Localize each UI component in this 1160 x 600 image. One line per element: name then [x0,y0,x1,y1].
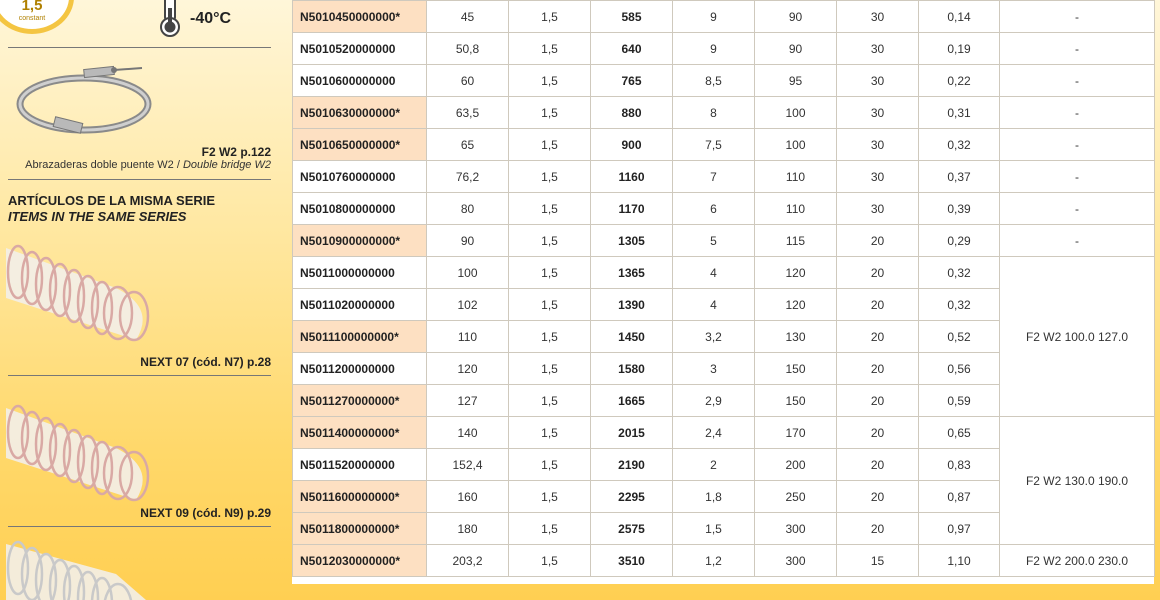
clamp-reference: F2 W2 p.122 [201,145,271,159]
related-item-link[interactable]: NEXT 09 (cód. N9) p.29 [140,506,271,520]
table-cell: 15 [837,545,919,577]
product-code-cell: N5011800000000* [293,513,427,545]
table-cell: 150 [755,385,837,417]
thickness-badge [0,0,74,34]
table-cell: 30 [837,193,919,225]
table-cell: 0,19 [919,33,1000,65]
table-cell: 3 [673,353,755,385]
table-cell: 2015 [591,417,673,449]
table-cell: 20 [837,417,919,449]
table-cell: 2295 [591,481,673,513]
product-table-container [292,0,1154,584]
table-cell: 180 [427,513,509,545]
table-cell: 1390 [591,289,673,321]
divider [8,375,271,376]
table-cell: 2,9 [673,385,755,417]
product-code-cell: N5011600000000* [293,481,427,513]
table-cell: 102 [427,289,509,321]
product-code-cell: N5011270000000* [293,385,427,417]
same-series-heading-es: ARTÍCULOS DE LA MISMA SERIE [8,193,216,208]
table-cell: 8 [673,97,755,129]
table-cell: 1,5 [509,65,591,97]
product-table [292,0,1155,577]
table-cell: 30 [837,97,919,129]
table-row [293,65,1155,97]
table-cell: 100 [427,257,509,289]
divider [8,526,271,527]
related-item-link[interactable]: NEXT 07 (cód. N7) p.28 [140,355,271,369]
table-cell: 0,39 [919,193,1000,225]
table-cell: 300 [755,513,837,545]
table-cell: 20 [837,385,919,417]
table-cell: 3510 [591,545,673,577]
table-cell: 1,5 [673,513,755,545]
table-cell: 8,5 [673,65,755,97]
table-cell: 45 [427,1,509,33]
table-cell: 1305 [591,225,673,257]
table-cell: 110 [755,193,837,225]
thermometer-icon [156,0,186,38]
table-cell: 127 [427,385,509,417]
divider [8,47,271,48]
table-cell: 1,5 [509,97,591,129]
table-row [293,33,1155,65]
table-cell: 0,14 [919,1,1000,33]
table-cell: 20 [837,225,919,257]
table-cell: 1,5 [509,449,591,481]
same-series-heading-en: ITEMS IN THE SAME SERIES [8,209,187,224]
clamp-reference-cell: - [1000,129,1155,161]
product-code-cell: N5010450000000* [293,1,427,33]
table-cell: 30 [837,129,919,161]
table-cell: 95 [755,65,837,97]
table-cell: 30 [837,33,919,65]
table-cell: 585 [591,1,673,33]
table-cell: 300 [755,545,837,577]
table-cell: 1160 [591,161,673,193]
table-row [293,257,1155,289]
clamp-image [14,56,154,146]
table-cell: 60 [427,65,509,97]
table-cell: 63,5 [427,97,509,129]
table-cell: 1,5 [509,161,591,193]
table-row [293,97,1155,129]
table-cell: 90 [755,33,837,65]
table-cell: 170 [755,417,837,449]
table-cell: 100 [755,129,837,161]
product-code-cell: N5011020000000 [293,289,427,321]
table-cell: 130 [755,321,837,353]
table-cell: 90 [427,225,509,257]
table-cell: 1,5 [509,513,591,545]
table-row [293,225,1155,257]
table-cell: 1,5 [509,321,591,353]
divider [8,179,271,180]
clamp-reference-cell: F2 W2 200.0 230.0 [1000,545,1155,577]
table-cell: 115 [755,225,837,257]
clamp-reference-cell: - [1000,161,1155,193]
temperature-label: -40°C [190,10,232,27]
table-cell: 1,5 [509,417,591,449]
table-cell: 1,8 [673,481,755,513]
badge-value: 1,5 [21,0,43,14]
table-cell: 0,32 [919,289,1000,321]
clamp-reference-cell: F2 W2 130.0 190.0 [1000,417,1155,545]
table-cell: 0,56 [919,353,1000,385]
table-cell: 1,5 [509,129,591,161]
table-row [293,1,1155,33]
product-code-cell: N5010650000000* [293,129,427,161]
table-cell: 30 [837,65,919,97]
product-code-cell: N5010800000000 [293,193,427,225]
table-cell: 2575 [591,513,673,545]
table-cell: 4 [673,257,755,289]
table-cell: 0,32 [919,257,1000,289]
table-cell: 1,5 [509,481,591,513]
clamp-reference-cell: - [1000,97,1155,129]
clamp-reference-cell: - [1000,33,1155,65]
clamp-reference-cell: - [1000,193,1155,225]
table-cell: 30 [837,161,919,193]
table-cell: 203,2 [427,545,509,577]
table-cell: 20 [837,289,919,321]
table-cell: 3,2 [673,321,755,353]
table-cell: 7 [673,161,755,193]
same-series-heading [8,193,215,225]
table-cell: 20 [837,449,919,481]
product-table-body [293,1,1155,577]
table-row [293,129,1155,161]
product-code-cell: N5011100000000* [293,321,427,353]
table-cell: 90 [755,1,837,33]
table-cell: 200 [755,449,837,481]
table-cell: 20 [837,257,919,289]
table-cell: 120 [755,289,837,321]
clamp-description-en: Double bridge W2 [182,159,271,171]
table-cell: 0,37 [919,161,1000,193]
table-cell: 20 [837,353,919,385]
table-cell: 20 [837,321,919,353]
table-cell: 1,2 [673,545,755,577]
table-cell: 20 [837,481,919,513]
sidebar [0,0,278,600]
table-cell: 640 [591,33,673,65]
table-cell: 1,5 [509,1,591,33]
table-cell: 0,97 [919,513,1000,545]
badge-caption: constant [18,15,46,22]
hose-image [6,228,156,346]
table-cell: 0,52 [919,321,1000,353]
table-cell: 1,5 [509,193,591,225]
table-cell: 2 [673,449,755,481]
table-cell: 1,5 [509,289,591,321]
table-cell: 0,29 [919,225,1000,257]
table-cell: 900 [591,129,673,161]
clamp-description [0,159,271,171]
product-code-cell: N5010600000000 [293,65,427,97]
clamp-reference-cell: - [1000,65,1155,97]
product-code-cell: N5010900000000* [293,225,427,257]
product-code-cell: N5011520000000 [293,449,427,481]
table-cell: 0,32 [919,129,1000,161]
table-cell: 0,87 [919,481,1000,513]
table-cell: 120 [755,257,837,289]
table-cell: 80 [427,193,509,225]
table-cell: 250 [755,481,837,513]
table-cell: 6 [673,193,755,225]
product-code-cell: N5011000000000 [293,257,427,289]
table-row [293,193,1155,225]
table-cell: 110 [427,321,509,353]
product-code-cell: N5010520000000 [293,33,427,65]
table-cell: 9 [673,33,755,65]
table-cell: 65 [427,129,509,161]
table-cell: 765 [591,65,673,97]
table-cell: 0,31 [919,97,1000,129]
table-cell: 1,5 [509,33,591,65]
table-cell: 120 [427,353,509,385]
table-cell: 1170 [591,193,673,225]
table-cell: 1580 [591,353,673,385]
table-cell: 880 [591,97,673,129]
table-cell: 30 [837,1,919,33]
hose-image [6,534,156,600]
clamp-reference-cell: F2 W2 100.0 127.0 [1000,257,1155,417]
table-cell: 2190 [591,449,673,481]
product-code-cell: N5010760000000 [293,161,427,193]
table-cell: 20 [837,513,919,545]
product-code-cell: N5011400000000* [293,417,427,449]
table-cell: 1,5 [509,225,591,257]
table-cell: 7,5 [673,129,755,161]
table-row [293,417,1155,449]
table-cell: 0,83 [919,449,1000,481]
table-cell: 0,59 [919,385,1000,417]
clamp-reference-cell: - [1000,225,1155,257]
table-cell: 110 [755,161,837,193]
table-cell: 1365 [591,257,673,289]
table-cell: 1665 [591,385,673,417]
table-cell: 4 [673,289,755,321]
product-code-cell: N5011200000000 [293,353,427,385]
table-cell: 5 [673,225,755,257]
table-cell: 9 [673,1,755,33]
table-cell: 100 [755,97,837,129]
table-cell: 150 [755,353,837,385]
table-cell: 152,4 [427,449,509,481]
table-cell: 50,8 [427,33,509,65]
table-cell: 1,5 [509,385,591,417]
table-cell: 160 [427,481,509,513]
table-cell: 0,65 [919,417,1000,449]
table-row [293,161,1155,193]
table-cell: 1,10 [919,545,1000,577]
table-cell: 0,22 [919,65,1000,97]
product-code-cell: N5012030000000* [293,545,427,577]
table-cell: 1450 [591,321,673,353]
table-cell: 1,5 [509,353,591,385]
clamp-reference-cell: - [1000,1,1155,33]
hose-image [6,388,156,506]
table-cell: 140 [427,417,509,449]
table-cell: 1,5 [509,545,591,577]
table-cell: 76,2 [427,161,509,193]
clamp-description-es: Abrazaderas doble puente W2 / [25,159,183,171]
table-row [293,545,1155,577]
table-cell: 1,5 [509,257,591,289]
product-code-cell: N5010630000000* [293,97,427,129]
table-cell: 2,4 [673,417,755,449]
